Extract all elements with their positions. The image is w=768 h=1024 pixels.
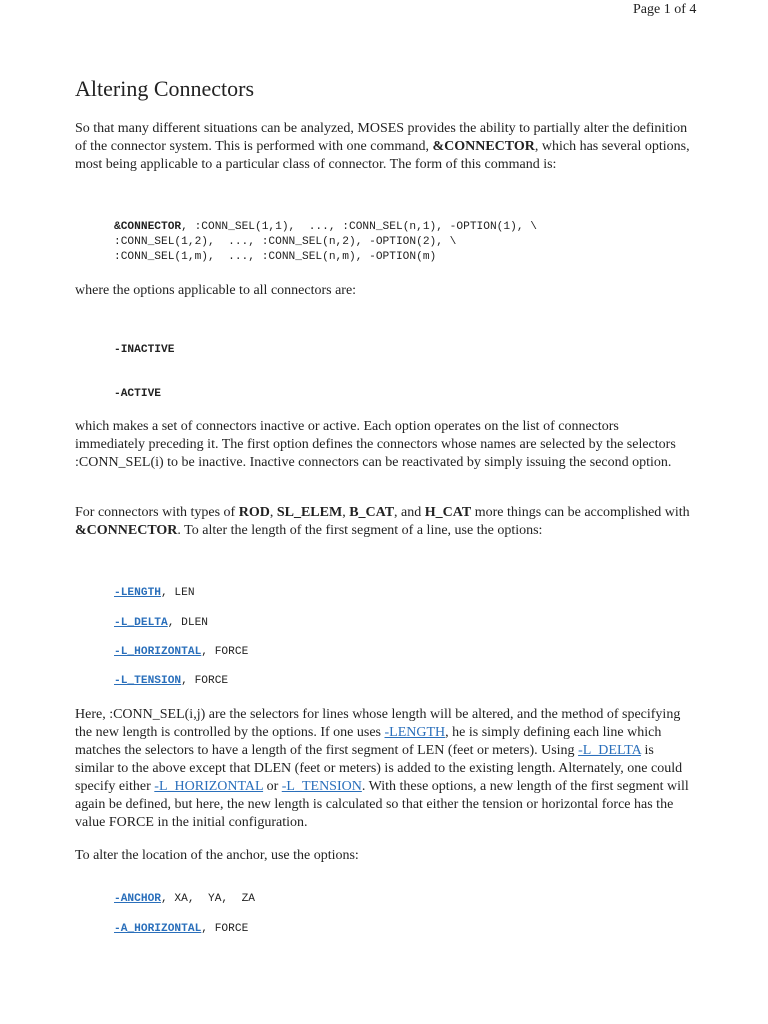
where-text: where the options applicable to all connectors are: xyxy=(75,283,357,298)
option-l-delta xyxy=(114,616,208,631)
here-paragraph xyxy=(75,706,690,832)
types-sep-3: , and xyxy=(394,505,425,520)
inactive-paragraph: which makes a set of connectors inactive or active. Each option operates on the list of connectors immediately preceding it. The first option defines the connectors whose names are selected by the selectors :CONN_SEL(i) to be inactive. Inactive connectors can be reactivated by simply issuing the second option. xyxy=(75,419,676,470)
here-text-5: . With these options, a new length of the first segment will again be defined, but here, the new length is calculated so that either the tension or horizontal force has the value FORCE in the initial configuration. xyxy=(75,779,689,830)
connector-command-2: &CONNECTOR xyxy=(75,523,178,538)
page-title: Altering Connectors xyxy=(75,76,255,101)
code-command: &CONNECTOR xyxy=(114,221,182,233)
type-rod: ROD xyxy=(238,505,270,520)
here-text-2: , he is simply defining each line which matches the selectors to have a length of the first segment of LEN (feet or meters). Using xyxy=(75,725,662,758)
connector-command: &CONNECTOR xyxy=(432,139,535,154)
anchor-link[interactable]: -ANCHOR xyxy=(114,893,161,905)
option-inactive-label: -INACTIVE xyxy=(114,344,175,356)
option-active-label: -ACTIVE xyxy=(114,388,161,400)
page-number: Page 1 of 4 xyxy=(633,2,697,17)
intro-text-2: , which has several options, most being applicable to a particular class of connector. The form of this command is: xyxy=(75,139,690,172)
types-paragraph xyxy=(75,504,690,540)
type-b-cat: B_CAT xyxy=(349,505,395,520)
here-text-1: Here, :CONN_SEL(i,j) are the selectors for lines whose length will be altered, and the method of specifying the new length is controlled by the options. If one uses xyxy=(75,707,681,740)
length-args: , LEN xyxy=(161,587,195,599)
a-horizontal-args: , FORCE xyxy=(201,923,249,935)
l-delta-args: , DLEN xyxy=(167,617,209,629)
here-text-3: is similar to the above except that DLEN (feet or meters) is added to the existing length. Alternately, one could specify either xyxy=(75,743,683,794)
l-tension-args: , FORCE xyxy=(181,675,229,687)
a-horizontal-link[interactable]: -A_HORIZONTAL xyxy=(114,923,202,935)
l-horizontal-args: , FORCE xyxy=(201,646,249,658)
here-text-4: or xyxy=(263,779,282,794)
length-inline-link[interactable]: -LENGTH xyxy=(384,725,446,740)
length-link[interactable]: -LENGTH xyxy=(114,587,161,599)
intro-paragraph xyxy=(75,120,690,174)
option-a-horizontal xyxy=(114,922,248,937)
option-active xyxy=(114,387,161,402)
types-sep-1: , xyxy=(269,505,277,520)
types-text-2: more things can be accomplished with xyxy=(471,505,690,520)
l-horizontal-link[interactable]: -L_HORIZONTAL xyxy=(114,646,202,658)
option-length xyxy=(114,586,195,601)
option-inactive xyxy=(114,343,174,358)
types-text-1: For connectors with types of xyxy=(75,505,239,520)
anchor-args: , XA, YA, ZA xyxy=(161,893,255,905)
types-text-3: . To alter the length of the first segment of a line, use the options: xyxy=(177,523,543,538)
command-syntax xyxy=(114,220,537,265)
code-line-3: :CONN_SEL(1,m), ..., :CONN_SEL(n,m), -OPTION(m) xyxy=(114,251,437,263)
type-sl-elem: SL_ELEM xyxy=(276,505,343,520)
l-tension-link[interactable]: -L_TENSION xyxy=(114,675,182,687)
l-tension-inline-link[interactable]: -L_TENSION xyxy=(281,779,362,794)
intro-text-1: So that many different situations can be analyzed, MOSES provides the ability to partially alter the definition of the connector system. This is performed with one command, xyxy=(75,121,688,154)
types-sep-2: , xyxy=(342,505,350,520)
code-line-2: :CONN_SEL(1,2), ..., :CONN_SEL(n,2), -OPTION(2), \ xyxy=(114,236,457,248)
l-delta-link[interactable]: -L_DELTA xyxy=(114,617,168,629)
option-l-tension xyxy=(114,674,228,689)
option-anchor xyxy=(114,892,255,907)
l-delta-inline-link[interactable]: -L_DELTA xyxy=(578,743,641,758)
code-line-1: , :CONN_SEL(1,1), ..., :CONN_SEL(n,1), -OPTION(1), \ xyxy=(181,221,537,233)
option-l-horizontal xyxy=(114,645,248,660)
l-horizontal-inline-link[interactable]: -L_HORIZONTAL xyxy=(154,779,264,794)
type-h-cat: H_CAT xyxy=(424,505,472,520)
anchor-text: To alter the location of the anchor, use the options: xyxy=(75,848,359,863)
